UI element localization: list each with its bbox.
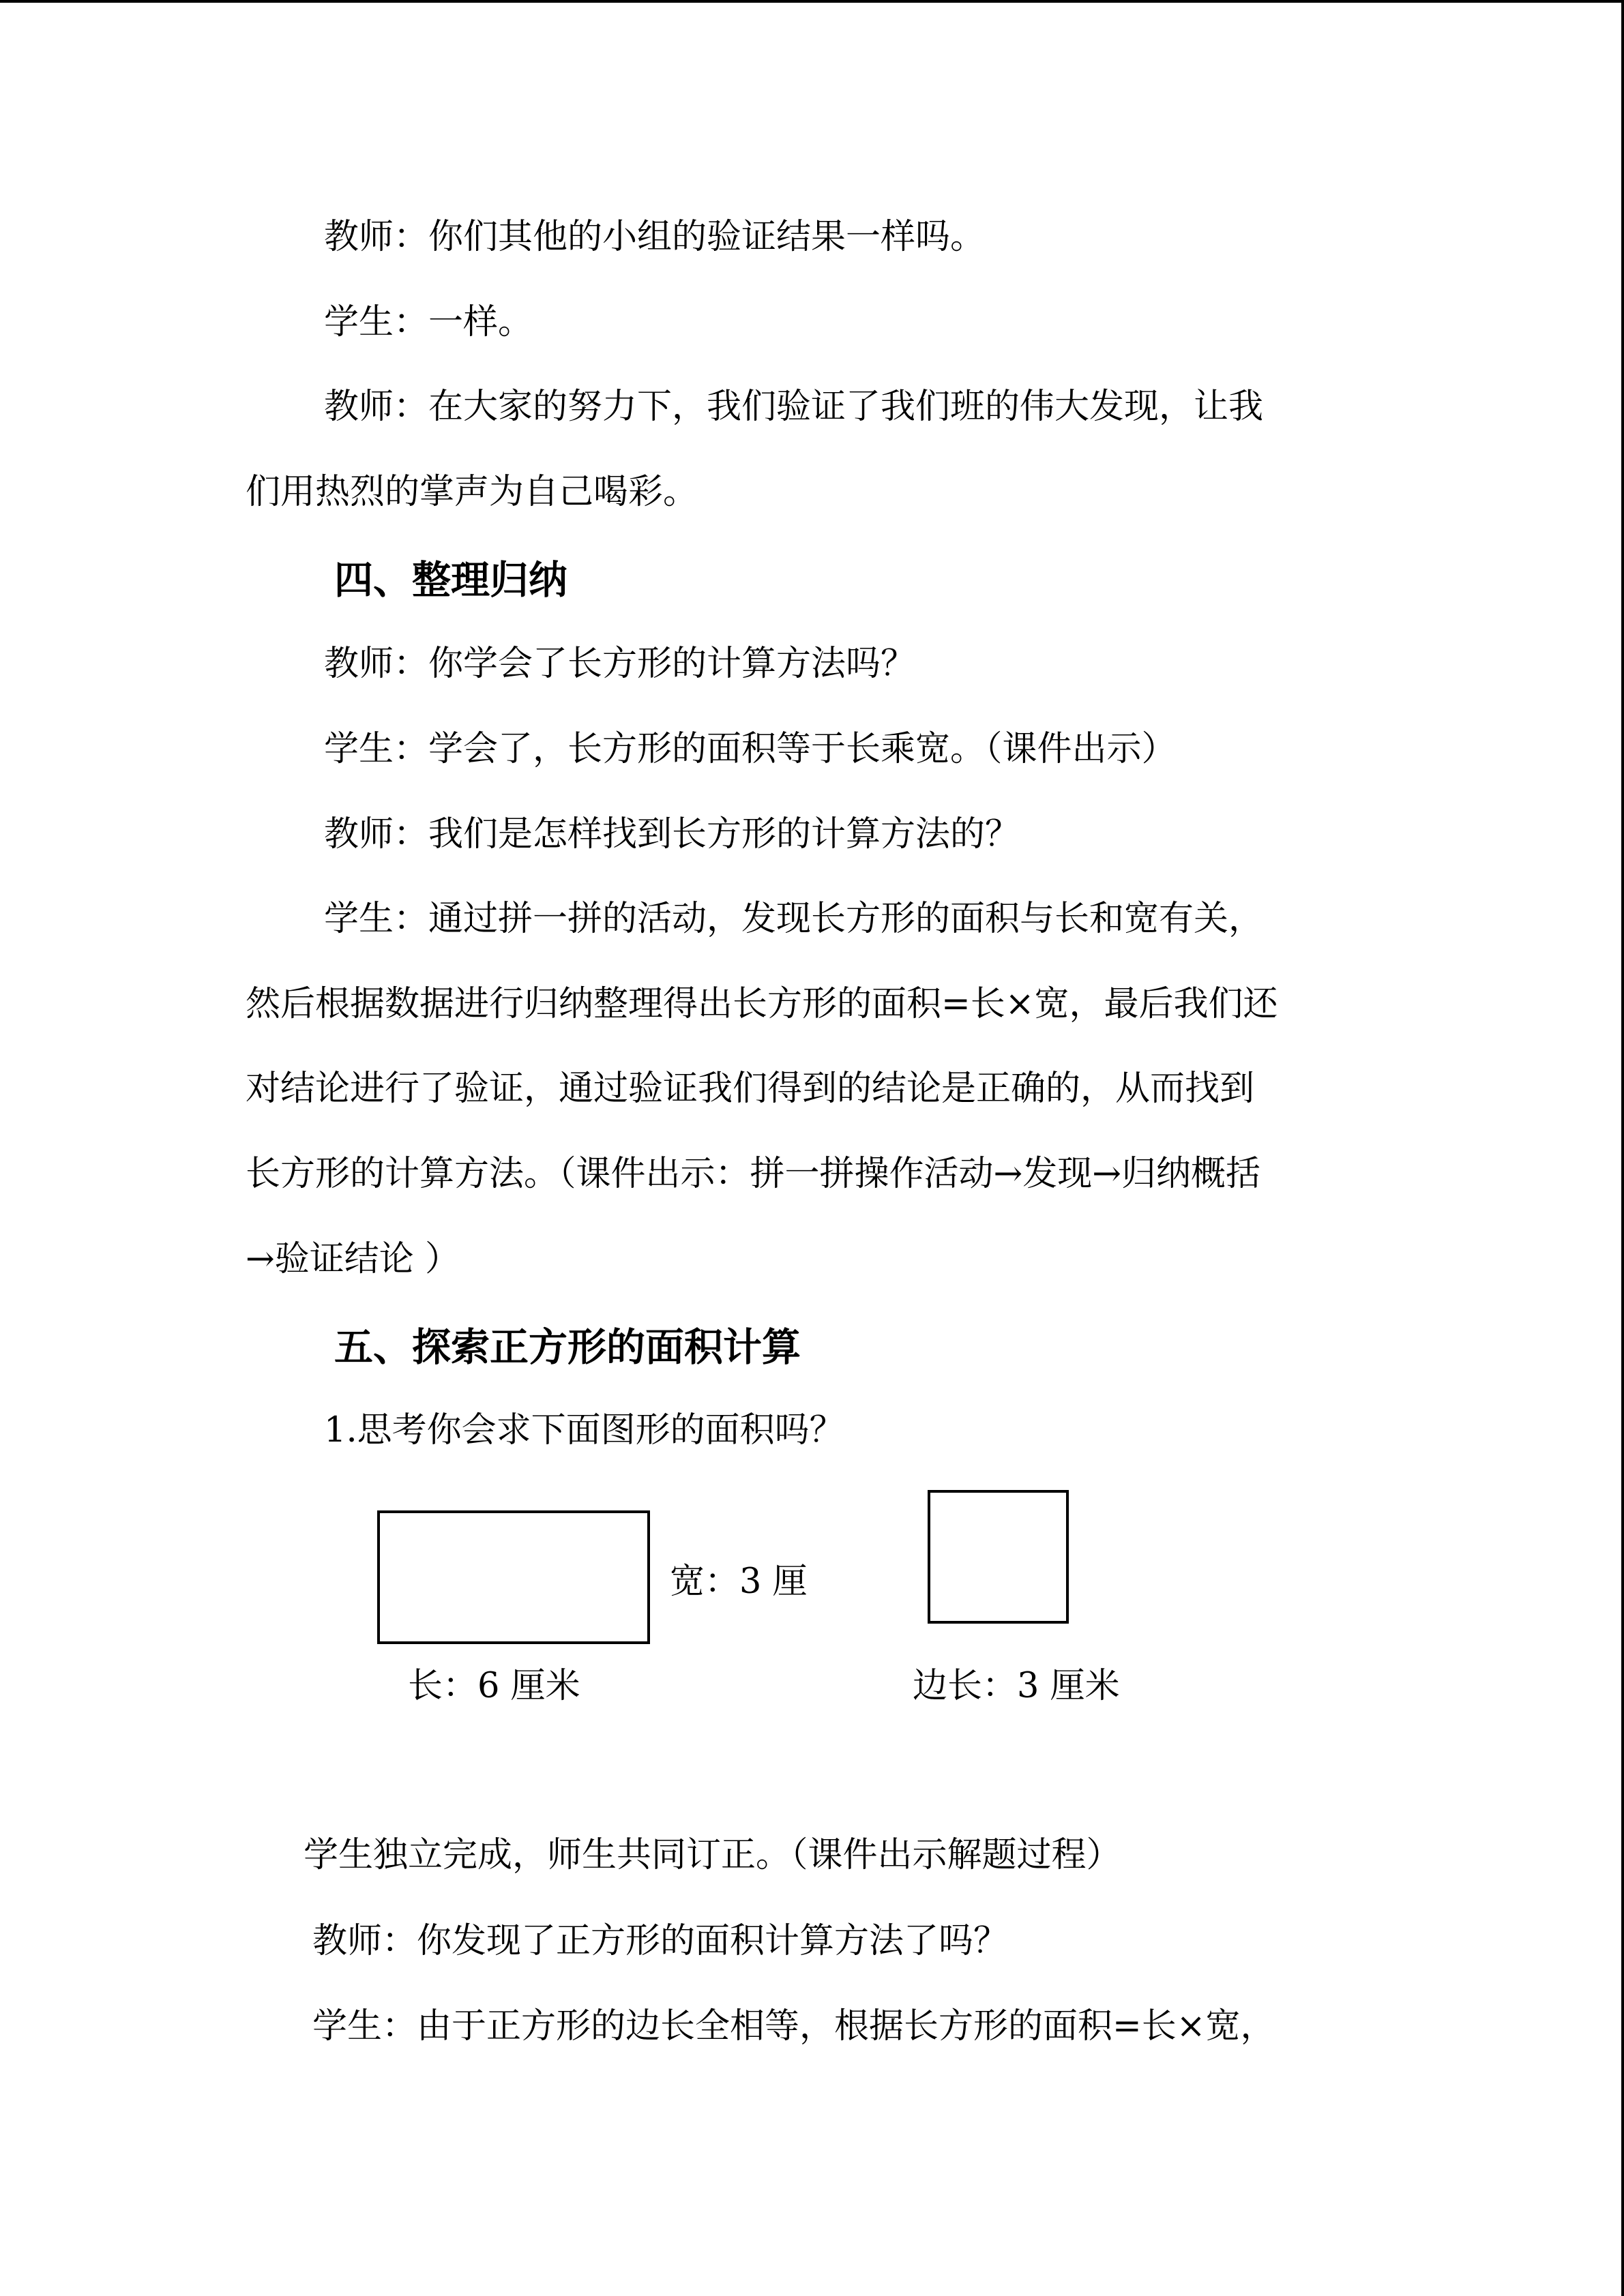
square-figure [928, 1490, 1069, 1624]
paragraph-student-explanation-line3: 对结论进行了验证，通过验证我们得到的结论是正确的，从而找到 [246, 1069, 1255, 1109]
paragraph-student-explanation-line5: →验证结论 ） [246, 1239, 460, 1279]
paragraph-student-explanation-line2: 然后根据数据进行归纳整理得出长方形的面积=长×宽，最后我们还 [246, 984, 1278, 1024]
rectangle-length-label: 长：6 厘米 [408, 1666, 580, 1706]
paragraph-student-explanation-line4: 长方形的计算方法。（课件出示：拼一拼操作活动→发现→归纳概括 [246, 1154, 1260, 1194]
paragraph-student-explanation-line1: 学生：通过拼一拼的活动，发现长方形的面积与长和宽有关， [324, 899, 1264, 939]
rectangle-width-label: 宽：3 厘 [670, 1562, 808, 1602]
rectangle-figure [377, 1510, 650, 1644]
paragraph-student-method-answer: 学生：学会了，长方形的面积等于长乘宽。（课件出示） [324, 729, 1177, 769]
square-side-label: 边长：3 厘米 [913, 1666, 1120, 1706]
paragraph-independent-work: 学生独立完成，师生共同订正。（课件出示解题过程） [304, 1835, 1121, 1875]
paragraph-teacher-praise-line1: 教师：在大家的努力下，我们验证了我们班的伟大发现，让我 [324, 387, 1264, 427]
paragraph-student-answer: 学生：一样。 [324, 302, 533, 342]
section-heading-summary: 四、整理归纳 [334, 558, 567, 603]
paragraph-teacher-how-question: 教师：我们是怎样找到长方形的计算方法的？ [324, 814, 1020, 854]
paragraph-teacher-question: 教师：你们其他的小组的验证结果一样吗。 [324, 217, 986, 257]
paragraph-teacher-method-question: 教师：你学会了长方形的计算方法吗？ [324, 644, 916, 684]
section-heading-square-area: 五、探索正方形的面积计算 [334, 1325, 801, 1370]
question-item: 1.思考你会求下面图形的面积吗？ [324, 1410, 844, 1450]
paragraph-teacher-praise-line2: 们用热烈的掌声为自己喝彩。 [246, 472, 698, 512]
paragraph-student-square-answer: 学生：由于正方形的边长全相等，根据长方形的面积=长×宽， [312, 2006, 1275, 2046]
paragraph-teacher-square-question: 教师：你发现了正方形的面积计算方法了吗？ [312, 1921, 1009, 1961]
